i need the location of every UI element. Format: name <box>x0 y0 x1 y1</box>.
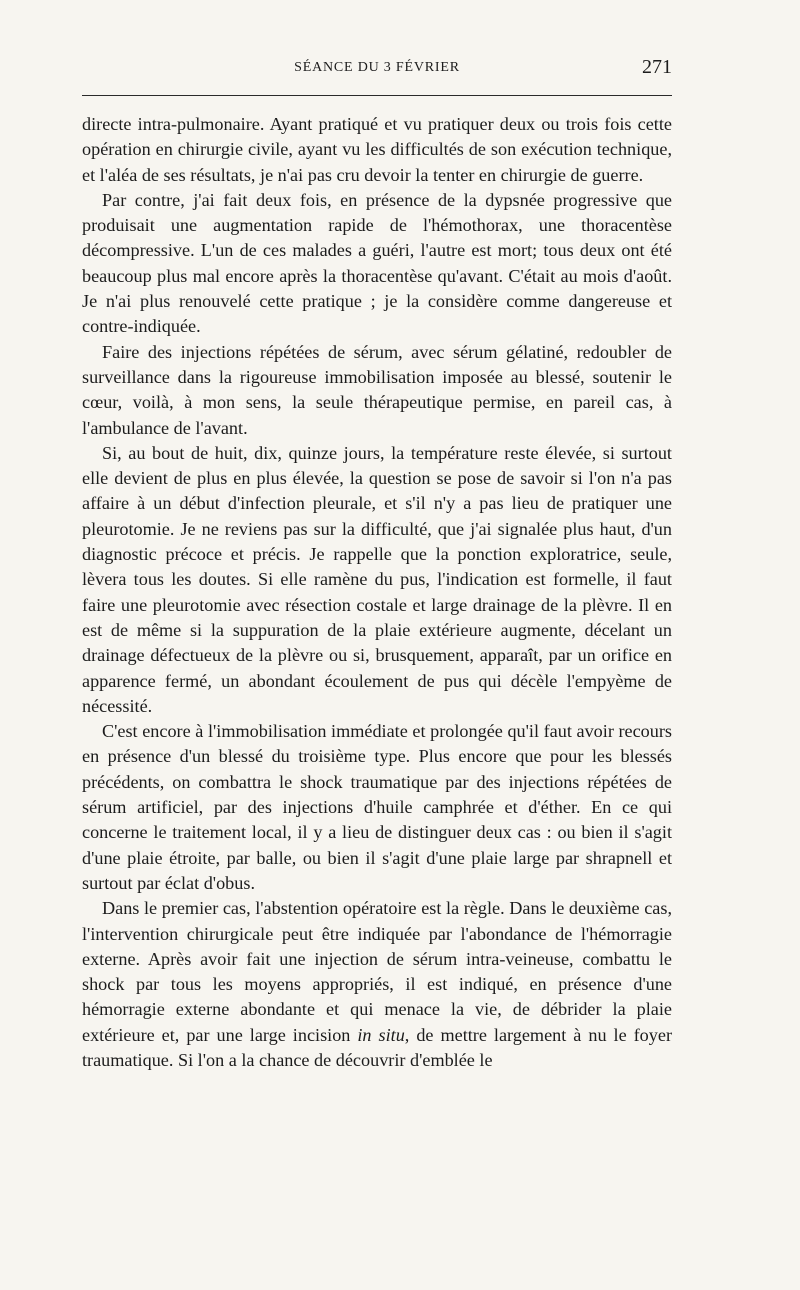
body-text <box>82 112 672 1073</box>
paragraph: Par contre, j'ai fait deux fois, en présence de la dypsnée progressive que produisait une augmentation rapide de l'hémothorax, une thoracentèse décompressive. L'un de ces malades a guéri, l'autre est mort; tous deux ont été beaucoup plus mal encore après la thoracentèse qu'avant. C'était au mois d'août. Je n'ai plus renouvelé cette pratique ; je la considère comme dangereuse et contre-indiquée. <box>82 189 672 337</box>
page-header <box>82 58 672 88</box>
paragraph: C'est encore à l'immobilisation immédiate et prolongée qu'il faut avoir recours en présence d'un blessé du troisième type. Plus encore que pour les blessés précédents, on combattra le shock traumatique par des injections répétées de sérum artificiel, par des injections d'huile camphrée et d'éther. En ce qui concerne le traitement local, il y a lieu de distinguer deux cas : ou bien il s'agit d'une plaie étroite, par balle, ou bien il s'agit d'une plaie large par shrapnell et surtout par éclat d'obus. <box>82 721 672 893</box>
paragraph: Faire des injections répétées de sérum, avec sérum gélatiné, redoubler de surveillance dans la rigoureuse immobilisation imposée au blessé, soutenir le cœur, voilà, à mon sens, la seule thérapeutique permise, en pareil cas, à l'ambulance de l'avant. <box>82 341 672 438</box>
paragraph: Dans le premier cas, l'abstention opératoire est la règle. Dans le deuxième cas, l'intervention chirurgicale peut être indiquée par l'abondance de l'hémorragie externe. Après avoir fait une injection de sérum intra-veineuse, combattu le shock par tous les moyens appropriés, il est indiqué, en présence d'une hémorragie externe abondante et qui menace la vie, de débrider la plaie extérieure et, par une large incision in situ, de mettre largement à nu le foyer traumatique. Si l'on a la chance de découvrir d'emblée le <box>82 898 672 1070</box>
running-head: SÉANCE DU 3 FÉVRIER <box>294 60 460 75</box>
page-number: 271 <box>642 56 672 78</box>
header-rule <box>82 95 672 96</box>
paragraph: directe intra-pulmonaire. Ayant pratiqué et vu pratiquer deux ou trois fois cette opération en chirurgie civile, ayant vu les difficultés de son exécution technique, et l'aléa de ses résultats, je n'ai pas cru devoir la tenter en chirurgie de guerre. <box>82 114 672 185</box>
paragraph: Si, au bout de huit, dix, quinze jours, la température reste élevée, si surtout elle devient de plus en plus élevée, la question se pose de savoir si l'on n'a pas affaire à un début d'infection pleurale, et s'il n'y a pas lieu de pratiquer une pleurotomie. Je ne reviens pas sur la difficulté, que j'ai signalée plus haut, d'un diagnostic précoce et précis. Je rappelle que la ponction exploratrice, seule, lèvera tous les doutes. Si elle ramène du pus, l'indication est formelle, il faut faire une pleurotomie avec résection costale et large drainage de la plèvre. Il en est de même si la suppuration de la plaie extérieure augmente, décelant un drainage défectueux de la plèvre ou si, brusquement, apparaît, par un orifice en apparence fermé, un abondant écoulement de pus qui décèle l'empyème de nécessité. <box>82 442 672 716</box>
